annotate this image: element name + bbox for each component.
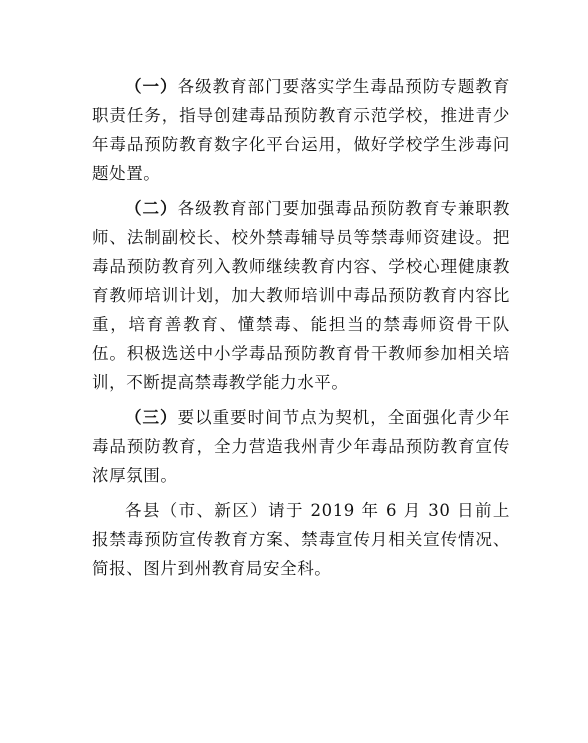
paragraph-1-heading: （一） [125,77,178,96]
paragraph-1-text: 各级教育部门要落实学生毒品预防专题教育职责任务，指导创建毒品预防教育示范学校，推进青少年毒品预防教育数字化平台运用，做好学校学生涉毒问题处置。 [92,77,510,183]
paragraph-1 [92,72,510,188]
paragraph-3 [92,403,510,490]
document-body [92,72,510,589]
paragraph-4-text: 各县（市、新区）请于 2019 年 6 月 30 日前上报禁毒预防宣传教育方案、禁毒宣传月相关宣传情况、简报、图片到州教育局安全科。 [92,501,510,578]
paragraph-3-heading: （三） [125,408,178,427]
paragraph-4 [92,496,510,583]
paragraph-2-text: 各级教育部门要加强毒品预防教育专兼职教师、法制副校长、校外禁毒辅导员等禁毒师资建设。把毒品预防教育列入教师继续教育内容、学校心理健康教育教师培训计划，加大教师培训中毒品预防教育内容比重，培育善教育、懂禁毒、能担当的禁毒师资骨干队伍。积极选送中小学毒品预防教育骨干教师参加相关培训，不断提高禁毒教学能力水平。 [92,199,510,392]
paragraph-3-text: 要以重要时间节点为契机，全面强化青少年毒品预防教育，全力营造我州青少年毒品预防教育宣传浓厚氛围。 [92,408,510,485]
paragraph-2 [92,194,510,397]
paragraph-2-heading: （二） [125,199,178,218]
